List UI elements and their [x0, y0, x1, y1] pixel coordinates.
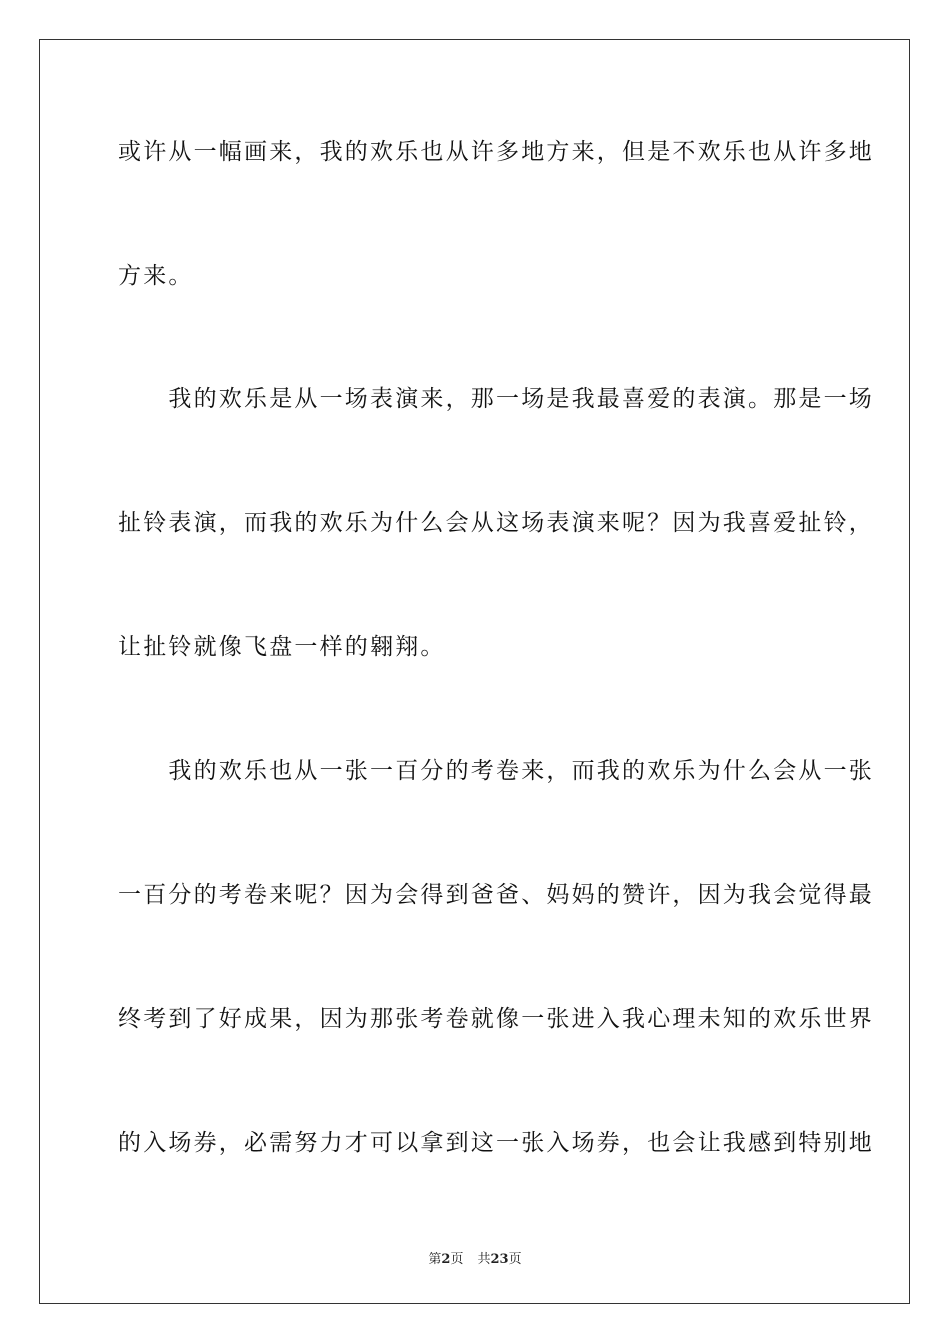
- page-number: 2: [441, 1252, 451, 1267]
- page-footer: [0, 1248, 950, 1267]
- page-suffix: 页: [450, 1252, 464, 1267]
- text-line-9: 的入场券，必需努力才可以拿到这一张入场券，也会让我感到特别地: [118, 1130, 874, 1156]
- text-line-3: 我的欢乐是从一场表演来，那一场是我最喜爱的表演。那是一场: [118, 386, 874, 412]
- page-prefix: 第: [428, 1252, 442, 1267]
- text-line-2: 方来。: [118, 263, 194, 289]
- total-pages: 23: [490, 1252, 509, 1267]
- text-line-5: 让扯铃就像飞盘一样的翱翔。: [118, 634, 446, 660]
- text-line-7: 一百分的考卷来呢？因为会得到爸爸、妈妈的赞许，因为我会觉得最: [118, 882, 874, 908]
- text-line-6: 我的欢乐也从一张一百分的考卷来，而我的欢乐为什么会从一张: [118, 758, 874, 784]
- page-frame: [39, 39, 910, 1304]
- total-prefix: 共: [477, 1252, 491, 1267]
- text-line-8: 终考到了好成果，因为那张考卷就像一张进入我心理未知的欢乐世界: [118, 1006, 874, 1032]
- text-line-1: 或许从一幅画来，我的欢乐也从许多地方来，但是不欢乐也从许多地: [118, 139, 874, 165]
- total-suffix: 页: [508, 1252, 522, 1267]
- text-line-4: 扯铃表演，而我的欢乐为什么会从这场表演来呢？因为我喜爱扯铃，: [118, 510, 874, 536]
